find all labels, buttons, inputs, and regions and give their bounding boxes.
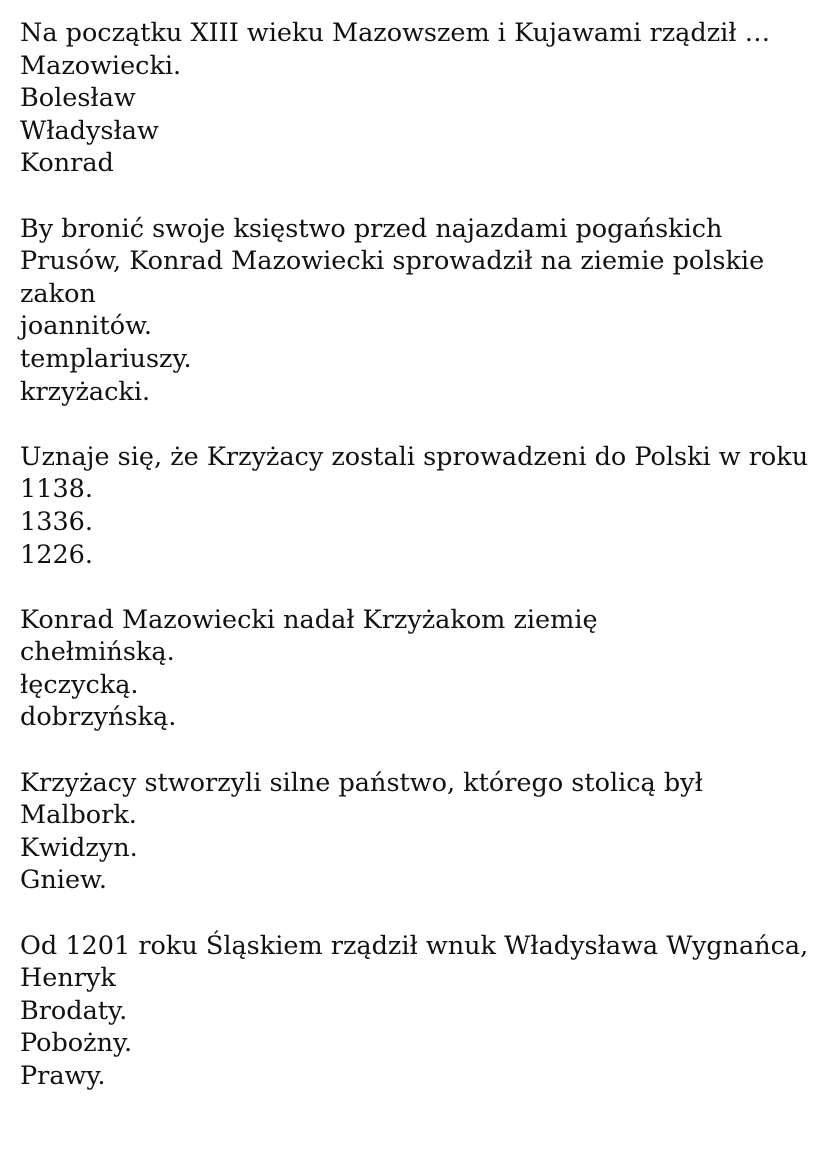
answer-option: Bolesław xyxy=(20,83,136,114)
question-text: Uznaje się, że Krzyżacy zostali sprowadzeni do Polski w roku xyxy=(20,441,809,472)
question-5 xyxy=(20,767,810,897)
answer-option: 1138. xyxy=(20,474,94,505)
answer-options xyxy=(20,473,810,571)
question-1 xyxy=(20,17,810,180)
answer-options xyxy=(20,310,810,408)
answer-option: 1226. xyxy=(20,539,94,570)
answer-option: Gniew. xyxy=(20,865,107,896)
answer-option: Pobożny. xyxy=(20,1028,133,1059)
answer-option: chełmińską. xyxy=(20,637,175,668)
answer-option: 1336. xyxy=(20,506,94,537)
question-6 xyxy=(20,930,810,1093)
answer-options xyxy=(20,799,810,897)
answer-option: krzyżacki. xyxy=(20,376,151,407)
answer-option: joannitów. xyxy=(20,311,152,342)
answer-options xyxy=(20,636,810,734)
question-text: By bronić swoje księstwo przed najazdami pogańskich Prusów, Konrad Mazowiecki sprowadził na ziemie polskie zakon xyxy=(20,213,765,309)
question-text: Na początku XIII wieku Mazowszem i Kujawami rządził … Mazowiecki. xyxy=(20,18,771,81)
question-2 xyxy=(20,213,810,409)
answer-options xyxy=(20,995,810,1093)
answer-option: Malbork. xyxy=(20,800,137,831)
answer-option: Konrad xyxy=(20,148,114,179)
answer-option: Prawy. xyxy=(20,1061,106,1091)
question-3 xyxy=(20,441,810,571)
answer-options xyxy=(20,82,810,180)
answer-option: Kwidzyn. xyxy=(20,832,138,863)
question-4 xyxy=(20,604,810,734)
question-text: Krzyżacy stworzyli silne państwo, którego stolicą był xyxy=(20,767,703,798)
answer-option: łęczycką. xyxy=(20,669,139,700)
document-page xyxy=(20,17,810,1125)
answer-option: Władysław xyxy=(20,115,159,146)
question-text: Od 1201 roku Śląskiem rządził wnuk Władysława Wygnańca, Henryk xyxy=(20,930,809,994)
question-text: Konrad Mazowiecki nadał Krzyżakom ziemię xyxy=(20,604,598,635)
answer-option: Brodaty. xyxy=(20,995,128,1026)
answer-option: templariuszy. xyxy=(20,343,192,374)
quiz xyxy=(20,17,810,1093)
answer-option: dobrzyńską. xyxy=(20,702,177,733)
